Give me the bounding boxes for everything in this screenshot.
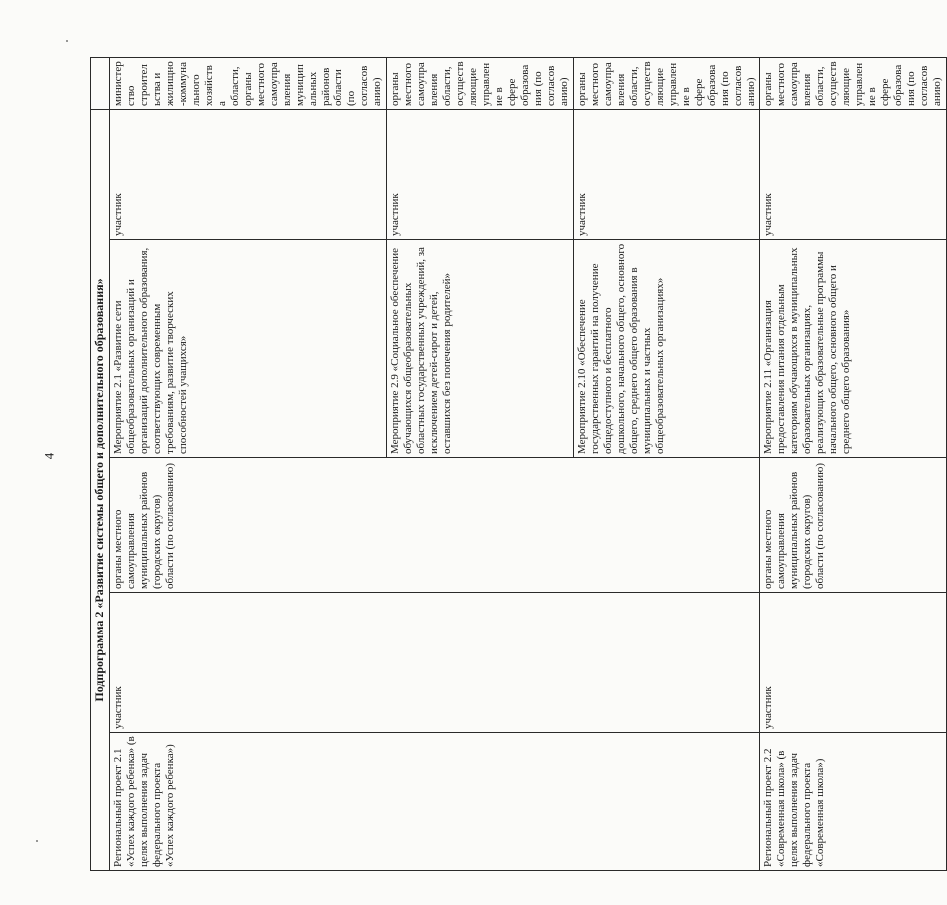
event-name: Мероприятие 2.9 «Социальное обеспечение обучающихся общеобразовательных областных государственных учреждений, за исключением детей-сирот и детей, оставшихся без попечения родителей»	[387, 240, 574, 458]
blank-cell	[91, 57, 110, 109]
project-role: участник	[760, 593, 947, 733]
event-role: участник	[760, 109, 947, 239]
event-role: участник	[573, 109, 760, 239]
event-participant: органы местного самоуправления области, осуществляющие управление в сфере образования (по согласованию)	[573, 57, 760, 109]
event-name: Мероприятие 2.1 «Развитие сети общеобразовательных организаций и организаций дополнительного образования, соответствующих современным требованиям, развитие творческих способностей учащихся»	[110, 240, 387, 458]
page-number: 4	[41, 452, 57, 460]
event-participant: министерство строительства и жилищно-коммунального хозяйства области, органы местного самоуправления муниципальных районов области (по согласованию)	[110, 57, 387, 109]
event-role: участник	[387, 109, 574, 239]
subprogram-title: Подпрограмма 2 «Развитие системы общего и дополнительного образования»	[91, 109, 110, 870]
event-participant: органы местного самоуправления области, осуществляющие управление в сфере образования (по согласованию)	[760, 57, 947, 109]
event-participant: органы местного самоуправления области, осуществляющие управление в сфере образования (по согласованию)	[387, 57, 574, 109]
project-participant: органы местного самоуправления муниципальных районов (городских округов) области (по согласованию)	[110, 458, 760, 593]
project-participant: органы местного самоуправления муниципальных районов (городских округов) области (по согласованию)	[760, 458, 947, 593]
subprogram-header-row	[91, 57, 110, 870]
table-row	[110, 57, 387, 870]
event-name: Мероприятие 2.11 «Организация предоставления питания отдельным категориям обучающихся в муниципальных образовательных организациях, реализующих образовательные программы начального общего, основного общего и среднего общего образования»	[760, 240, 947, 458]
project-role: участник	[110, 593, 760, 733]
event-role: участник	[110, 109, 387, 239]
project-name: Региональный проект 2.1 «Успех каждого ребенка» (в целях выполнения задач федерального проекта «Успех каждого ребенка»)	[110, 733, 760, 871]
event-name: Мероприятие 2.10 «Обеспечение государственных гарантий на получение общедоступного и бесплатного дошкольного, начального общего, основного общего, среднего общего образования в муниципальных и частных общеобразовательных организациях»	[573, 240, 760, 458]
table-row	[760, 57, 947, 870]
program-table	[90, 57, 947, 871]
rotated-table-container	[90, 58, 944, 871]
project-name: Региональный проект 2.2 «Современная школа» (в целях выполнения задач федерального проекта «Современная школа»)	[760, 733, 947, 871]
